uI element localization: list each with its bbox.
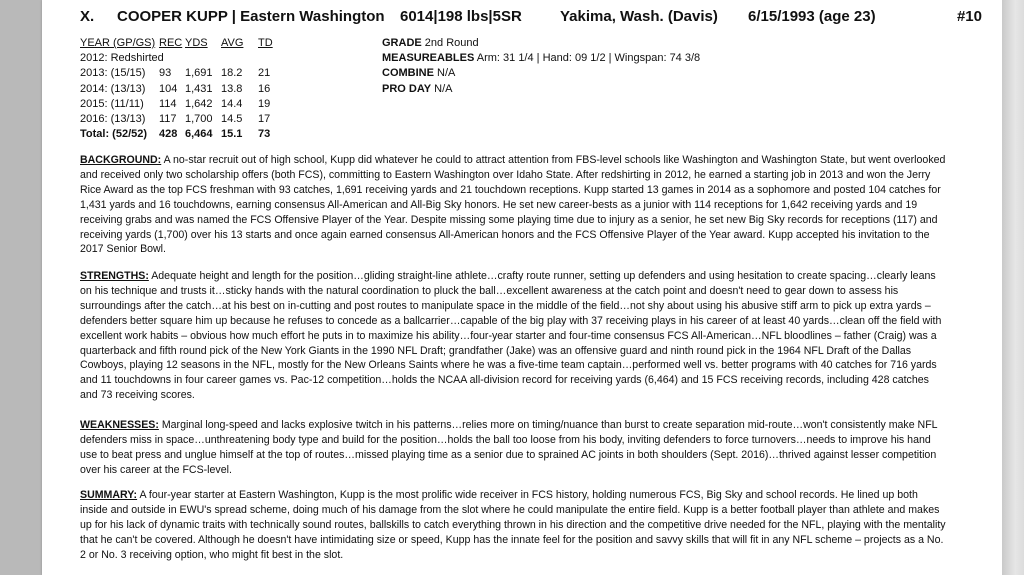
table-row <box>80 66 278 81</box>
weaknesses-label: WEAKNESSES: <box>80 419 159 431</box>
stats-cell: 17 <box>258 113 271 126</box>
stats-cell: 93 <box>159 67 172 80</box>
stats-total-row <box>80 127 278 142</box>
stats-cell: Total: (52/52) <box>80 128 148 141</box>
player-name-school: COOPER KUPP | Eastern Washington <box>117 8 385 25</box>
table-row <box>80 112 278 127</box>
page-edge <box>1002 0 1024 575</box>
stats-cell: 2013: (15/15) <box>80 67 146 80</box>
stats-cell: 2014: (13/13) <box>80 82 146 95</box>
stats-cell: 104 <box>159 82 178 95</box>
stats-redshirt-row <box>80 51 278 66</box>
background-text: A no-star recruit out of high school, Kupp did whatever he could to attract attention from FBS-level schools like Washington and Washington State, but went overlooked and received only two scholarship offers (both FCS), committing to Eastern Washington over Idaho State. After redshirting in 2012, he earned a starting job in 2013 and won the Jerry Rice Award as the top FCS freshman with 93 catches, 1,691 receiving yards and 21 touchdown receptions. Kupp started 13 games in 2014 as a sophomore and posted 104 catches for 1,431 yards and 16 touchdowns, earning consensus All-American and All-Big Sky honors. He set new career-bests as a junior with 114 receptions for 1,642 receiving yards and 19 receiving grabs and was named the FCS Offensive Player of the Year. Despite missing some playing time due to injury as a senior, he set new Big Sky records for receptions (117) and receiving yards (1,700) over his 13 starts and once again earned consensus All-American honors and the FCS Offensive Player of the Year award. Kupp accepted his invitation to the 2017 Senior Bowl. <box>80 154 946 256</box>
stats-cell: 2016: (13/13) <box>80 113 146 126</box>
pro-day-value: N/A <box>434 82 453 95</box>
weaknesses-text: Marginal long-speed and lacks explosive twitch in his patterns…relies more on timing/nuance than burst to create separation mid-route…won't consistently make NFL defenders miss in space…unthreatening body type and build for the position…holds the ball too loose from his body, inviting defenders to force turnovers…needs to improve his hand use to beat press and unglue himself at the top of routes…missed playing time as a senior due to sprained AC joints in both shoulders (Sept. 2016)…thrived against lesser competition over his career at the FCS-level. <box>80 419 938 476</box>
measurables-line <box>382 51 982 66</box>
player-dob: 6/15/1993 (age 23) <box>748 8 876 25</box>
stats-cell: 21 <box>258 67 271 80</box>
stats-cell: 73 <box>258 128 271 141</box>
stats-cell: 1,431 <box>185 82 213 95</box>
strengths-section <box>80 269 948 403</box>
stats-cell: 16 <box>258 82 271 95</box>
stats-col-avg: AVG <box>221 37 244 49</box>
stats-col-yds: YDS <box>185 37 208 49</box>
player-hometown: Yakima, Wash. (Davis) <box>560 8 718 25</box>
stats-cell: 2015: (11/11) <box>80 97 144 110</box>
measurables-label: MEASUREABLES <box>382 52 475 65</box>
stats-header-row <box>80 36 278 51</box>
stats-cell: 14.5 <box>221 113 243 126</box>
document-page <box>42 0 1002 575</box>
player-number: #10 <box>956 8 982 25</box>
table-row <box>80 82 278 97</box>
grade-label: GRADE <box>382 37 422 49</box>
stats-cell: 1,642 <box>185 97 213 110</box>
stats-cell: 13.8 <box>221 82 243 95</box>
background-section <box>80 153 948 257</box>
stats-cell: 19 <box>258 97 271 110</box>
grade-value: 2nd Round <box>424 37 479 49</box>
stats-col-td: TD <box>258 37 273 49</box>
grade-line <box>382 36 982 51</box>
stats-cell: 14.4 <box>221 97 243 110</box>
player-rank: X. <box>80 8 95 25</box>
combine-label: COMBINE <box>382 67 434 80</box>
player-info <box>382 36 982 97</box>
stats-cell: 18.2 <box>221 67 243 80</box>
pro-day-label: PRO DAY <box>382 82 432 95</box>
stats-cell: 1,700 <box>185 113 213 126</box>
pro-day-line <box>382 82 982 97</box>
stats-col-year: YEAR (GP/GS) <box>80 37 156 49</box>
combine-line <box>382 66 982 81</box>
measurables-value: Arm: 31 1/4 | Hand: 09 1/2 | Wingspan: 74 3/8 <box>476 52 701 65</box>
stats-cell: 1,691 <box>185 67 213 80</box>
summary-section <box>80 488 948 563</box>
stats-cell: 117 <box>159 113 177 126</box>
table-row <box>80 97 278 112</box>
stats-cell: 428 <box>159 128 178 141</box>
weaknesses-section <box>80 418 948 478</box>
combine-value: N/A <box>437 67 456 80</box>
stats-cell: 114 <box>159 97 177 110</box>
stats-redshirt: 2012: Redshirted <box>80 52 164 65</box>
strengths-label: STRENGTHS: <box>80 270 149 282</box>
strengths-text: Adequate height and length for the position…gliding straight-line athlete…crafty route runner, setting up defenders and using hesitation to create spacing…clearly leans on his technique and trusts it…sticky hands with the natural coordination to pluck the ball…excellent awareness at the catch point and doesn't need to gear down to assess his surroundings after the catch…at his best on in-cutting and post routes to manipulate space in the middle of the field…not shy about using his abusive stiff arm to pick up extra yards – defenders better square him up because he refuses to concede as a ballcarrier…capable of the big play with 37 receiving plays in his career of at least 40 yards…clean off the field with excellent work habits – obvious how much effort he puts in to maximize his ability…four-year starter and four-time consensus FCS All-American…NFL bloodlines – father (Craig) was a quarterback and fifth round pick of the New York Giants in the 1990 NFL Draft; grandfather (Jake) was an offensive guard and ninth round pick in the 1964 NFL Draft of the Dallas Cowboys, playing 12 seasons in the NFL, mostly for the New Orleans Saints where he was a five-time team captain…performed well vs. better programs with 40 catches for 716 yards and 11 touchdowns in four career games vs. Pac-12 competition…holds the NCAA all-division record for receiving yards (6,464) and 15 FCS receiving records, including 428 catches and 73 receiving scores. <box>80 270 942 402</box>
summary-text: A four-year starter at Eastern Washington, Kupp is the most prolific wide receiver in FCS history, holding numerous FCS, Big Sky and school records. He lined up both inside and outside in EWU's spread scheme, doing much of his damage from the slot where he could manipulate the entire field. Kupp is a better football player than athlete and makes up for his lack of dynamic traits with technically sound routes, ballskills to catch everything thrown in his direction and the competitive drive needed for the NFL, playing with the mentality that he can't be covered. Although he doesn't have intimidating size or speed, Kupp has the innate feel for the position and savvy skills that will fit in any NFL scheme – projects as a No. 2 or No. 3 receiving option, who might fit best in the slot. <box>80 489 946 561</box>
stats-cell: 6,464 <box>185 128 213 141</box>
stats-table <box>80 36 340 142</box>
stats-cell: 15.1 <box>221 128 243 141</box>
player-size: 6014|198 lbs|5SR <box>400 8 522 25</box>
background-label: BACKGROUND: <box>80 154 162 166</box>
stats-col-rec: REC <box>159 37 183 49</box>
player-header <box>80 8 982 30</box>
summary-label: SUMMARY: <box>80 489 138 501</box>
